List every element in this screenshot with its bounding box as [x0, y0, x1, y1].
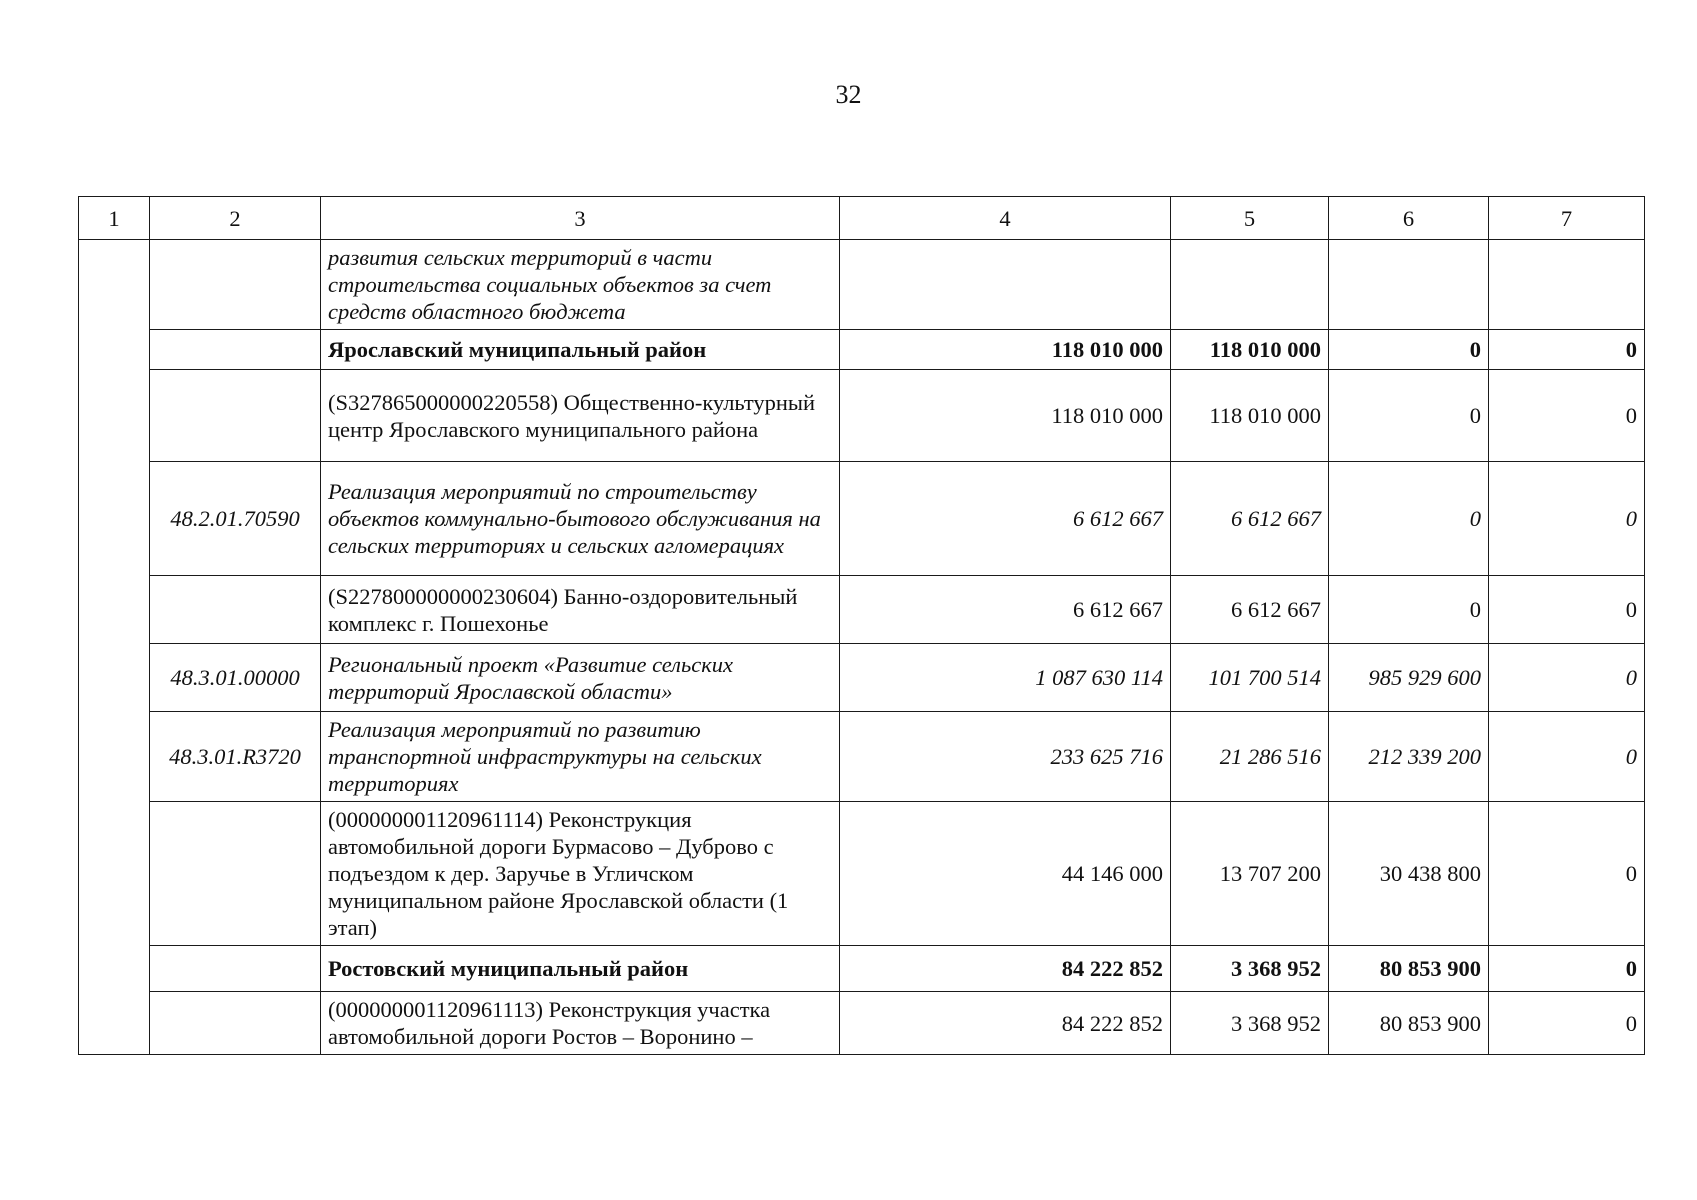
- name-cell: Ростовский муниципальный район: [321, 946, 840, 992]
- row-number-cell: [79, 240, 150, 1055]
- value-col-4-cell: 6 612 667: [840, 462, 1171, 576]
- name-cell: развития сельских территорий в части строительства социальных объектов за счет средств областного бюджета: [321, 240, 840, 330]
- name-cell: Реализация мероприятий по строительству объектов коммунально-бытового обслуживания на сельских территориях и сельских агломерациях: [321, 462, 840, 576]
- code-cell: 48.3.01.00000: [150, 644, 321, 712]
- value-col-4-cell: 118 010 000: [840, 330, 1171, 370]
- value-col-5-cell: 3 368 952: [1171, 946, 1329, 992]
- value-col-7-cell: 0: [1489, 992, 1645, 1055]
- header-col-2: 2: [150, 197, 321, 240]
- table-row: [79, 946, 1645, 992]
- header-col-4: 4: [840, 197, 1171, 240]
- value-col-4-cell: 233 625 716: [840, 712, 1171, 802]
- value-col-5-cell: 101 700 514: [1171, 644, 1329, 712]
- header-col-5: 5: [1171, 197, 1329, 240]
- value-col-4-cell: 1 087 630 114: [840, 644, 1171, 712]
- table-row: [79, 576, 1645, 644]
- value-col-7-cell: 0: [1489, 330, 1645, 370]
- code-cell: [150, 946, 321, 992]
- table-body: [79, 240, 1645, 1055]
- value-col-5-cell: 118 010 000: [1171, 330, 1329, 370]
- header-col-3: 3: [321, 197, 840, 240]
- code-cell: [150, 802, 321, 946]
- table-row: [79, 802, 1645, 946]
- value-col-6-cell: 0: [1329, 330, 1489, 370]
- table-row: [79, 992, 1645, 1055]
- name-cell: (S227800000000230604) Банно-оздоровительный комплекс г. Пошехонье: [321, 576, 840, 644]
- value-col-5-cell: 21 286 516: [1171, 712, 1329, 802]
- name-cell: Региональный проект «Развитие сельских территорий Ярославской области»: [321, 644, 840, 712]
- name-cell: (000000001120961113) Реконструкция участка автомобильной дороги Ростов – Воронино –: [321, 992, 840, 1055]
- value-col-7-cell: 0: [1489, 712, 1645, 802]
- value-col-7-cell: 0: [1489, 802, 1645, 946]
- value-col-7-cell: 0: [1489, 644, 1645, 712]
- value-col-6-cell: 0: [1329, 576, 1489, 644]
- budget-table: [78, 196, 1645, 1055]
- code-cell: 48.2.01.70590: [150, 462, 321, 576]
- header-col-6: 6: [1329, 197, 1489, 240]
- header-col-7: 7: [1489, 197, 1645, 240]
- value-col-6-cell: 212 339 200: [1329, 712, 1489, 802]
- table-row: [79, 370, 1645, 462]
- value-col-6-cell: 0: [1329, 370, 1489, 462]
- table-row: [79, 462, 1645, 576]
- table-row: [79, 712, 1645, 802]
- value-col-4-cell: 44 146 000: [840, 802, 1171, 946]
- name-cell: (S327865000000220558) Общественно-культурный центр Ярославского муниципального района: [321, 370, 840, 462]
- value-col-7-cell: 0: [1489, 576, 1645, 644]
- value-col-6-cell: 0: [1329, 462, 1489, 576]
- name-cell: Реализация мероприятий по развитию транспортной инфраструктуры на сельских территориях: [321, 712, 840, 802]
- value-col-4-cell: 118 010 000: [840, 370, 1171, 462]
- code-cell: [150, 576, 321, 644]
- name-cell: Ярославский муниципальный район: [321, 330, 840, 370]
- value-col-4-cell: 84 222 852: [840, 992, 1171, 1055]
- value-col-6-cell: 30 438 800: [1329, 802, 1489, 946]
- value-col-6-cell: 985 929 600: [1329, 644, 1489, 712]
- name-cell: (000000001120961114) Реконструкция автомобильной дороги Бурмасово – Дуброво с подъездом к дер. Заручье в Угличском муниципальном районе Ярославской области (1 этап): [321, 802, 840, 946]
- value-col-5-cell: 6 612 667: [1171, 462, 1329, 576]
- value-col-7-cell: 0: [1489, 946, 1645, 992]
- table-row: [79, 330, 1645, 370]
- table-header-row: [79, 197, 1645, 240]
- value-col-6-cell: [1329, 240, 1489, 330]
- value-col-4-cell: 84 222 852: [840, 946, 1171, 992]
- code-cell: [150, 992, 321, 1055]
- code-cell: [150, 240, 321, 330]
- value-col-7-cell: 0: [1489, 370, 1645, 462]
- value-col-6-cell: 80 853 900: [1329, 992, 1489, 1055]
- value-col-5-cell: 3 368 952: [1171, 992, 1329, 1055]
- value-col-5-cell: 6 612 667: [1171, 576, 1329, 644]
- value-col-6-cell: 80 853 900: [1329, 946, 1489, 992]
- value-col-5-cell: 118 010 000: [1171, 370, 1329, 462]
- code-cell: [150, 330, 321, 370]
- table-row: [79, 644, 1645, 712]
- header-col-1: 1: [79, 197, 150, 240]
- table-row: [79, 240, 1645, 330]
- code-cell: 48.3.01.R3720: [150, 712, 321, 802]
- value-col-7-cell: [1489, 240, 1645, 330]
- value-col-4-cell: 6 612 667: [840, 576, 1171, 644]
- value-col-5-cell: 13 707 200: [1171, 802, 1329, 946]
- value-col-5-cell: [1171, 240, 1329, 330]
- code-cell: [150, 370, 321, 462]
- value-col-4-cell: [840, 240, 1171, 330]
- value-col-7-cell: 0: [1489, 462, 1645, 576]
- page-number: 32: [835, 80, 862, 109]
